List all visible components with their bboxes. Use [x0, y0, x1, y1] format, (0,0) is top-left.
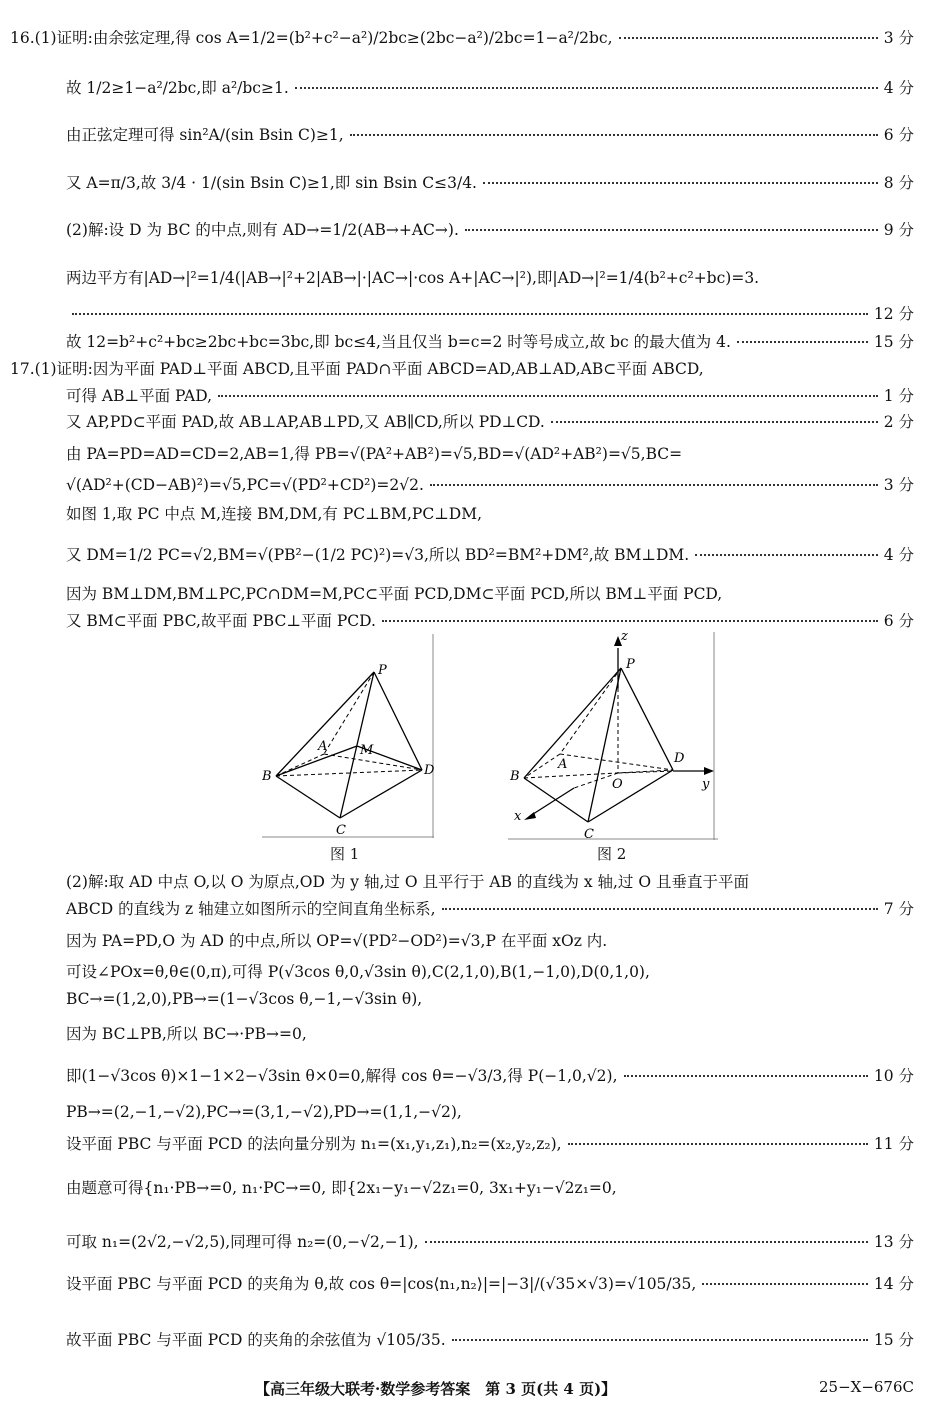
solution-line: √(AD²+(CD−AB)²)=√5,PC=√(PD²+CD²)=2√2. 3 分 — [66, 476, 914, 494]
solution-line: 即(1−√3cos θ)×1−1×2−√3sin θ×0=0,解得 cos θ=−√3/3,得 P(−1,0,√2), 10 分 — [66, 1067, 914, 1085]
solution-line: 如图 1,取 PC 中点 M,连接 BM,DM,有 PC⊥BM,PC⊥DM, — [66, 505, 482, 523]
solution-line: 故平面 PBC 与平面 PCD 的夹角的余弦值为 √105/35. 15 分 — [66, 1331, 914, 1349]
footer-code: 25−X−676C — [818, 1378, 914, 1396]
fig1-label-c: C — [336, 823, 346, 838]
solution-line: 又 DM=1/2 PC=√2,BM=√(PB²−(1/2 PC)²)=√3,所以 BD²=BM²+DM²,故 BM⊥DM. 4 分 — [66, 546, 914, 564]
solution-line: (2)解:设 D 为 BC 的中点,则有 AD→=1/2(AB→+AC→). 9 分 — [66, 221, 914, 239]
solution-line: 又 BM⊂平面 PBC,故平面 PBC⊥平面 PCD. 6 分 — [66, 612, 914, 630]
solution-line: 因为 BC⊥PB,所以 BC→·PB→=0, — [66, 1025, 307, 1043]
figure-1-pyramid — [262, 634, 434, 838]
solution-line: (2)解:取 AD 中点 O,以 O 为原点,OD 为 y 轴,过 O 且平行于 AB 的直线为 x 轴,过 O 且垂直于平面 — [66, 873, 749, 891]
solution-line: 由 PA=PD=AD=CD=2,AB=1,得 PB=√(PA²+AB²)=√5,BD=√(AD²+AB²)=√5,BC= — [66, 445, 683, 463]
solution-line: 可设∠POx=θ,θ∈(0,π),可得 P(√3cos θ,0,√3sin θ),C(2,1,0),B(1,−1,0),D(0,1,0), — [66, 963, 650, 981]
solution-line: 设平面 PBC 与平面 PCD 的夹角为 θ,故 cos θ=|cos⟨n₁,n₂⟩|=|−3|/(√35×√3)=√105/35, 14 分 — [66, 1275, 914, 1293]
fig2-label-x: x — [514, 809, 522, 824]
fig1-label-a: A — [318, 739, 328, 754]
fig2-label-d: D — [674, 751, 685, 766]
solution-line: 两边平方有|AD→|²=1/4(|AB→|²+2|AB→|·|AC→|·cos A+|AC→|²),即|AD→|²=1/4(b²+c²+bc)=3. — [66, 269, 760, 287]
fig2-label-z: z — [621, 629, 628, 644]
solution-line: 因为 BM⊥DM,BM⊥PC,PC∩DM=M,PC⊂平面 PCD,DM⊂平面 PCD,所以 BM⊥平面 PCD, — [66, 585, 723, 603]
page-footer — [0, 1378, 950, 1404]
figure-2-coordinate-pyramid — [508, 628, 718, 840]
solution-line: 又 A=π/3,故 3/4 · 1/(sin Bsin C)≥1,即 sin Bsin C≤3/4. 8 分 — [66, 174, 914, 192]
solution-line: 16.(1)证明:由余弦定理,得 cos A=1/2=(b²+c²−a²)/2bc≥(2bc−a²)/2bc=1−a²/2bc, 3 分 — [10, 29, 914, 47]
solution-line: 可得 AB⊥平面 PAD, 1 分 — [66, 387, 914, 405]
solution-line: 设平面 PBC 与平面 PCD 的法向量分别为 n₁=(x₁,y₁,z₁),n₂=(x₂,y₂,z₂), 11 分 — [66, 1135, 914, 1153]
fig1-label-m: M — [360, 743, 374, 758]
fig2-label-o: O — [612, 777, 623, 792]
fig2-label-b: B — [510, 769, 520, 784]
solution-line: 故 12=b²+c²+bc≥2bc+bc=3bc,即 bc≤4,当且仅当 b=c=2 时等号成立,故 bc 的最大值为 4. 15 分 — [66, 333, 914, 351]
fig1-label-b: B — [262, 769, 272, 784]
solution-line: PB→=(2,−1,−√2),PC→=(3,1,−√2),PD→=(1,1,−√2), — [66, 1103, 462, 1121]
solution-line: ABCD 的直线为 z 轴建立如图所示的空间直角坐标系, 7 分 — [66, 900, 914, 918]
solution-line: 故 1/2≥1−a²/2bc,即 a²/bc≥1. 4 分 — [66, 79, 914, 97]
solution-line: 因为 PA=PD,O 为 AD 的中点,所以 OP=√(PD²−OD²)=√3,P 在平面 xOz 内. — [66, 932, 608, 950]
figure-1-caption: 图 1 — [330, 845, 360, 863]
figure-2-caption: 图 2 — [597, 845, 627, 863]
fig2-label-a: A — [558, 757, 568, 772]
solution-line: 17.(1)证明:因为平面 PAD⊥平面 ABCD,且平面 PAD∩平面 ABCD=AD,AB⊥AD,AB⊂平面 ABCD, — [10, 360, 704, 378]
footer-title: 【高三年级大联考·数学参考答案 第 3 页(共 4 页)】 — [255, 1380, 617, 1398]
fig1-label-p: P — [378, 663, 387, 678]
fig2-label-c: C — [584, 827, 594, 840]
solution-line: 由正弦定理可得 sin²A/(sin Bsin C)≥1, 6 分 — [66, 126, 914, 144]
fig2-label-y: y — [702, 777, 710, 792]
solution-line: 可取 n₁=(2√2,−√2,5),同理可得 n₂=(0,−√2,−1), 13 分 — [66, 1233, 914, 1251]
fig2-label-p: P — [626, 657, 635, 672]
solution-line: 12 分 — [66, 302, 914, 324]
solution-line: 又 AP,PD⊂平面 PAD,故 AB⊥AP,AB⊥PD,又 AB∥CD,所以 PD⊥CD. 2 分 — [66, 413, 914, 431]
solution-line: 由题意可得{n₁·PB→=0, n₁·PC→=0, 即{2x₁−y₁−√2z₁=0, 3x₁+y₁−√2z₁=0, — [66, 1179, 617, 1197]
fig1-label-d: D — [424, 763, 434, 778]
solution-line: BC→=(1,2,0),PB→=(1−√3cos θ,−1,−√3sin θ), — [66, 990, 423, 1008]
